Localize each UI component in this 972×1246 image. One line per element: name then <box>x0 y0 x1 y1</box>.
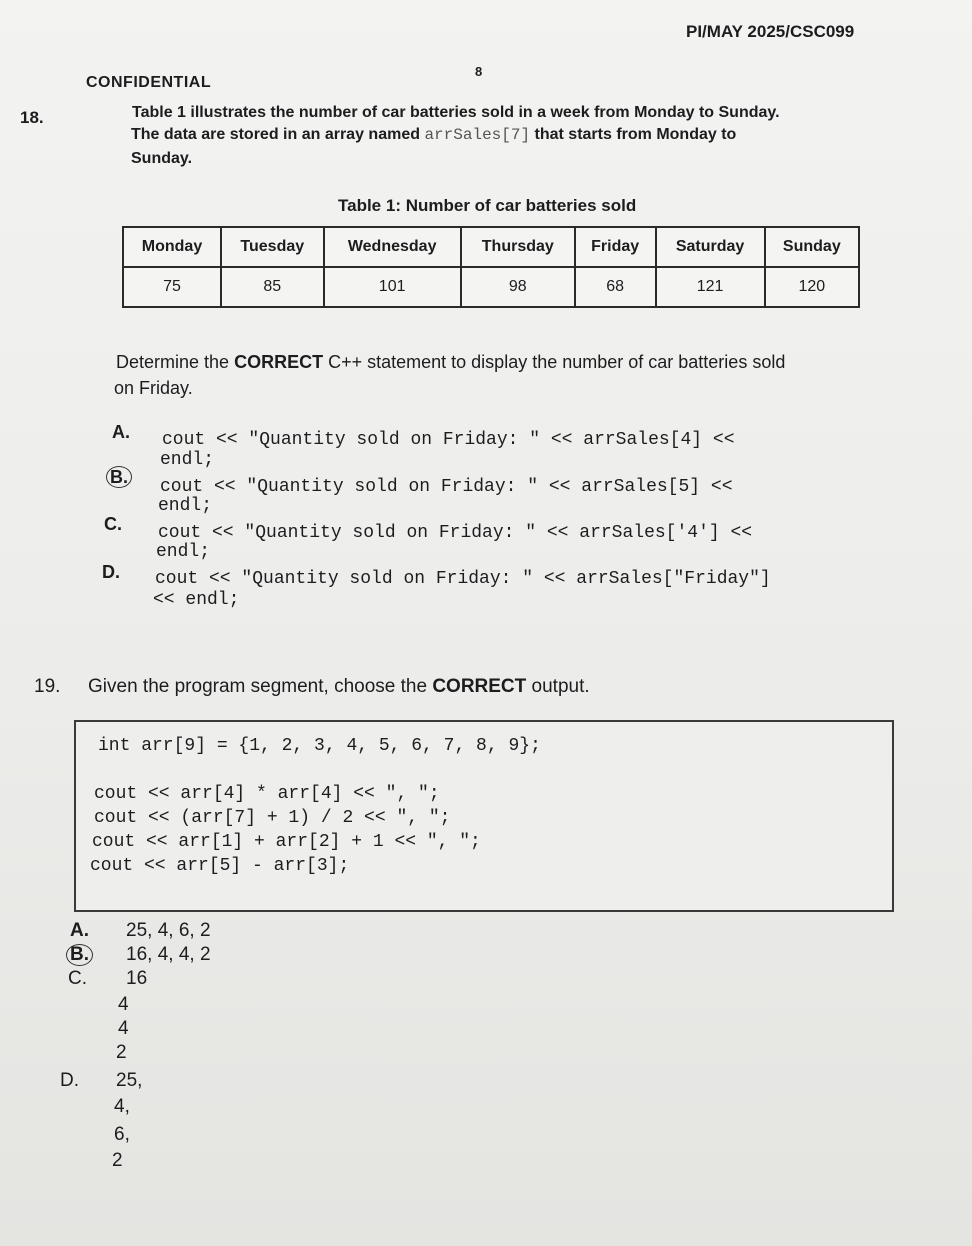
value-monday: 75 <box>123 267 221 307</box>
code-segment-box <box>74 720 894 912</box>
header-tuesday: Tuesday <box>221 227 324 267</box>
q18-option-d-line1: cout << "Quantity sold on Friday: " << arrSales["Friday"] <box>155 569 771 589</box>
batteries-table <box>122 226 860 308</box>
q19-option-c-line2: 4 <box>118 994 129 1015</box>
q19-option-b <box>66 944 211 966</box>
header-saturday: Saturday <box>656 227 765 267</box>
q19-option-d-letter: D. <box>60 1070 79 1091</box>
q19-option-d-line2: 4, <box>114 1096 130 1117</box>
q19-option-c-line4: 2 <box>116 1042 127 1063</box>
value-sunday: 120 <box>765 267 859 307</box>
code-line-1: int arr[9] = {1, 2, 3, 4, 5, 6, 7, 8, 9}; <box>98 736 541 756</box>
code-line-3: cout << (arr[7] + 1) / 2 << ", "; <box>94 808 451 828</box>
q18-intro-line2 <box>131 126 736 144</box>
value-wednesday: 101 <box>324 267 461 307</box>
q18-prompt-line2: on Friday. <box>114 378 193 398</box>
q19-option-b-text: 16, 4, 4, 2 <box>126 944 211 965</box>
value-thursday: 98 <box>461 267 575 307</box>
q18-option-c-line2: endl; <box>156 542 211 562</box>
q19-option-a-text: 25, 4, 6, 2 <box>126 920 211 941</box>
header-monday: Monday <box>123 227 221 267</box>
header-friday: Friday <box>575 227 656 267</box>
page-number: 8 <box>475 64 483 79</box>
q19-option-d-line1: 25, <box>116 1070 143 1091</box>
q19-option-d-line4: 2 <box>112 1150 123 1171</box>
q18-intro-line1: Table 1 illustrates the number of car batteries sold in a week from Monday to Sunday. <box>132 104 780 121</box>
table-value-row <box>123 267 859 307</box>
q18-option-b-line2: endl; <box>158 496 213 516</box>
q19-option-c-letter: C. <box>68 968 87 989</box>
q18-option-d-line2: << endl; <box>153 590 240 610</box>
q18-option-a-letter: A. <box>112 422 130 442</box>
q18-prompt <box>116 352 785 373</box>
q19-option-a-letter: A. <box>70 920 89 941</box>
code-line-4: cout << arr[1] + arr[2] + 1 << ", "; <box>92 832 481 852</box>
q19-option-b-letter: B. <box>66 944 93 966</box>
q18-option-d-letter: D. <box>102 562 120 582</box>
q18-prompt-correct: CORRECT <box>234 352 324 372</box>
q18-prompt-b: C++ statement to display the number of car batteries sold <box>328 352 786 372</box>
code-line-2: cout << arr[4] * arr[4] << ", "; <box>94 784 440 804</box>
q18-option-c-letter: C. <box>104 514 122 534</box>
header-sunday: Sunday <box>765 227 859 267</box>
q19-prompt-correct: CORRECT <box>432 676 527 697</box>
q18-intro-line2-a: The data are stored in an array named <box>131 126 420 143</box>
q18-option-b-letter <box>106 466 132 488</box>
value-friday: 68 <box>575 267 656 307</box>
q18-option-b-line1: cout << "Quantity sold on Friday: " << arrSales[5] << <box>160 477 733 497</box>
value-saturday: 121 <box>656 267 765 307</box>
q19-prompt-b: output. <box>531 676 590 697</box>
q18-prompt-a: Determine the <box>116 352 230 372</box>
exam-code: PI/MAY 2025/CSC099 <box>686 22 855 41</box>
q18-array-name: arrSales[7] <box>424 126 531 144</box>
q19-option-b-letter-wrap <box>66 944 126 966</box>
q18-option-b-circled: B. <box>106 466 132 488</box>
header-wednesday: Wednesday <box>324 227 461 267</box>
q18-option-a-line2: endl; <box>160 450 215 470</box>
value-tuesday: 85 <box>221 267 324 307</box>
q18-option-a-line1: cout << "Quantity sold on Friday: " << arrSales[4] << <box>162 430 735 450</box>
q18-intro-line2-b: that starts from Monday to <box>534 126 737 143</box>
q19-option-d-line3: 6, <box>114 1124 130 1145</box>
q18-intro-line3: Sunday. <box>131 150 193 167</box>
q19-number: 19. <box>34 676 61 697</box>
table-title: Table 1: Number of car batteries sold <box>338 196 637 215</box>
q19-option-a <box>70 920 211 942</box>
q19-prompt <box>34 676 590 698</box>
q19-option-c-line1: 16 <box>126 968 148 989</box>
q18-number: 18. <box>20 108 44 127</box>
q19-option-c-line3: 4 <box>118 1018 129 1039</box>
table-header-row <box>123 227 859 267</box>
q18-option-c-line1: cout << "Quantity sold on Friday: " << arrSales['4'] << <box>158 523 753 543</box>
confidential-label: CONFIDENTIAL <box>86 74 212 91</box>
q19-prompt-a: Given the program segment, choose the <box>88 676 428 697</box>
header-thursday: Thursday <box>461 227 575 267</box>
code-line-5: cout << arr[5] - arr[3]; <box>90 856 350 876</box>
